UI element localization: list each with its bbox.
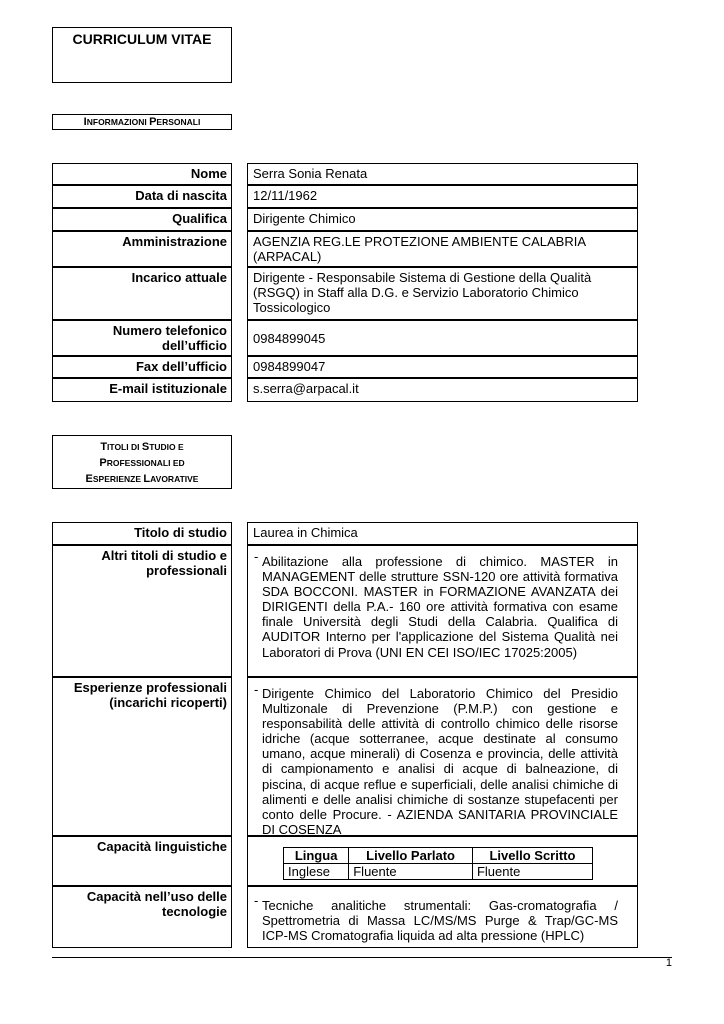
cell-scritto: Fluente [472,864,592,880]
value-esperienze: Dirigente Chimico del Laboratorio Chimico del Presidio Multizonale di Prevenzione (P.M.P.) con gestione e responsabilità delle attività di controllo chimico delle risorse idriche (acque sotterranee, acque destinate al consumo umano, acque minerali) di Cosenza e provincia, delle attività di campionamento e analisi di acque di balneazione, di piscina, di acque reflue e superficiali, delle analisi chimiche di alimenti e delle analisi chimiche di sostanze stupefacenti per conto delle Procure. - AZIENDA SANITARIA PROVINCIALE DI COSENZA [262,686,618,837]
value-altri-titoli: Abilitazione alla professione di chimico. MASTER in MANAGEMENT delle strutture SSN-120 ore attività formativa SDA BOCCONI. MASTER in FORMAZIONE AVANZATA dei DIRIGENTI della P.A.- 160 ore attività formativa con esame finale Università degli Studi della Calabria. Qualifica di AUDITOR Interno per l'applicazione del Sistema Qualità nei Laboratori di Prova (UNI EN CEI ISO/IEC 17025:2005) [262,554,618,660]
label-titolo-studio: Titolo di studio [52,522,232,545]
section-personal-info: INFORMAZIONI PERSONALI [52,114,232,130]
value-data-nascita: 12/11/1962 [247,185,638,208]
cv-title: CURRICULUM VITAE [72,31,212,47]
value-telefono: 0984899045 [247,320,638,356]
label-fax: Fax dell’ufficio [52,356,232,378]
bullet-tecnologie: - [254,893,259,908]
page-number: 1 [665,957,672,969]
value-tecnologie: Tecniche analitiche strumentali: Gas-cromatografia / Spettrometria di Massa LC/MS/MS Purge & Trap/GC-MS ICP-MS Cromatografia liquida ad alta pressione (HPLC) [262,898,618,944]
language-table [283,847,593,880]
value-amministrazione: AGENZIA REG.LE PROTEZIONE AMBIENTE CALABRIA (ARPACAL) [247,231,638,267]
label-data-nascita: Data di nascita [52,185,232,208]
label-amministrazione: Amministrazione [52,231,232,267]
value-fax: 0984899047 [247,356,638,378]
value-email: s.serra@arpacal.it [247,378,638,402]
table-row [284,864,593,880]
header-livello-parlato: Livello Parlato [349,848,473,864]
cv-title-box [52,27,232,83]
footer-divider [52,957,672,958]
language-table-header [284,848,593,864]
value-qualifica: Dirigente Chimico [247,208,638,231]
label-email: E-mail istituzionale [52,378,232,402]
header-livello-scritto: Livello Scritto [472,848,592,864]
label-altri-titoli: Altri titoli di studio e professionali [52,545,232,677]
value-incarico: Dirigente - Responsabile Sistema di Gestione della Qualità (RSGQ) in Staff alla D.G. e Servizio Laboratorio Chimico Tossicologico [247,267,638,320]
label-incarico: Incarico attuale [52,267,232,320]
label-nome: Nome [52,163,232,185]
label-tecnologie: Capacità nell’uso delle tecnologie [52,886,232,948]
bullet-altri: - [254,549,259,564]
section-titles: TITOLI DI STUDIO E PROFESSIONALI ED ESPERIENZE LAVORATIVE [52,435,232,489]
header-lingua: Lingua [284,848,349,864]
label-esperienze: Esperienze professionali (incarichi ricoperti) [52,677,232,836]
value-nome: Serra Sonia Renata [247,163,638,185]
label-lingue: Capacità linguistiche [52,836,232,886]
label-qualifica: Qualifica [52,208,232,231]
value-titolo-studio: Laurea in Chimica [247,522,638,545]
cell-lingua: Inglese [284,864,349,880]
bullet-esperienze: - [254,682,259,697]
label-telefono: Numero telefonico dell’ufficio [52,320,232,356]
cell-parlato: Fluente [349,864,473,880]
